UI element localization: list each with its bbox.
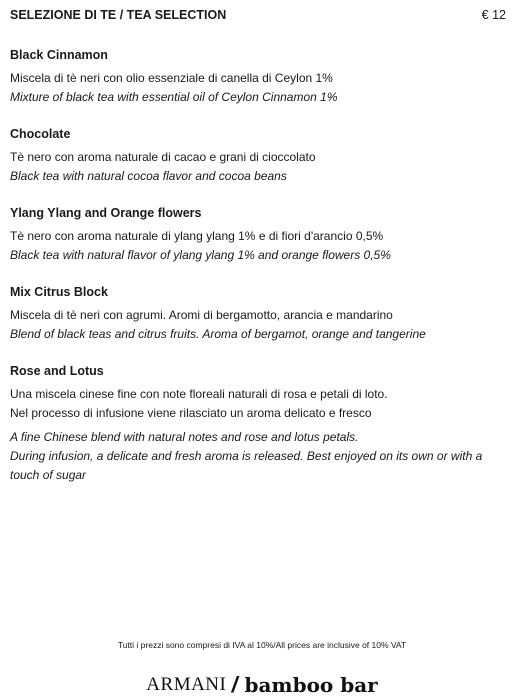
tea-description-en: Mixture of black tea with essential oil of Ceylon Cinnamon 1%	[10, 90, 338, 104]
tea-name: Chocolate	[10, 127, 71, 141]
menu-header	[10, 8, 506, 22]
tea-description-en: Blend of black teas and citrus fruits. Aroma of bergamot, orange and tangerine	[10, 327, 426, 341]
tea-name: Black Cinnamon	[10, 48, 108, 62]
logo-venue: bamboo bar	[244, 673, 378, 697]
tea-description-it: Miscela di tè neri con olio essenziale di canella di Ceylon 1%	[10, 71, 333, 85]
tea-description-it: Tè nero con aroma naturale di ylang ylang 1% e di fiori d'arancio 0,5%	[10, 229, 384, 243]
tea-description-it: Nel processo di infusione viene rilasciato un aroma delicato e fresco	[10, 406, 372, 420]
tea-list	[10, 47, 514, 504]
vat-note: Tutti i prezzi sono compresi di IVA al 10%/All prices are inclusive of 10% VAT	[117, 640, 407, 650]
tea-name: Ylang Ylang and Orange flowers	[10, 206, 202, 220]
tea-description-it: Tè nero con aroma naturale di cacao e grani di cioccolato	[10, 150, 316, 164]
tea-description-it: Miscela di tè neri con agrumi. Aromi di bergamotto, arancia e mandarino	[10, 308, 393, 322]
tea-item	[10, 205, 514, 265]
tea-name: Mix Citrus Block	[10, 285, 108, 299]
section-title: SELEZIONE DI TE / TEA SELECTION	[10, 8, 227, 22]
tea-item	[10, 47, 514, 107]
tea-description-it: Una miscela cinese fine con note floreali naturali di rosa e petali di loto.	[10, 387, 388, 401]
section-price: € 12	[481, 8, 506, 22]
tea-description-en: Black tea with natural flavor of ylang ylang 1% and orange flowers 0,5%	[10, 248, 391, 262]
tea-description-en: Black tea with natural cocoa flavor and cocoa beans	[10, 169, 287, 183]
logo-slash: /	[230, 672, 241, 697]
tea-item	[10, 284, 514, 344]
tea-description-en: During infusion, a delicate and fresh aroma is released. Best enjoyed on its own or with a touch of sugar	[10, 449, 483, 482]
bar-logo	[0, 672, 524, 698]
logo-brand: ARMANI	[146, 674, 227, 695]
tea-item	[10, 363, 514, 485]
tea-description-en: A fine Chinese blend with natural notes and rose and lotus petals.	[10, 430, 359, 444]
tea-item	[10, 126, 514, 186]
tea-name: Rose and Lotus	[10, 364, 104, 378]
